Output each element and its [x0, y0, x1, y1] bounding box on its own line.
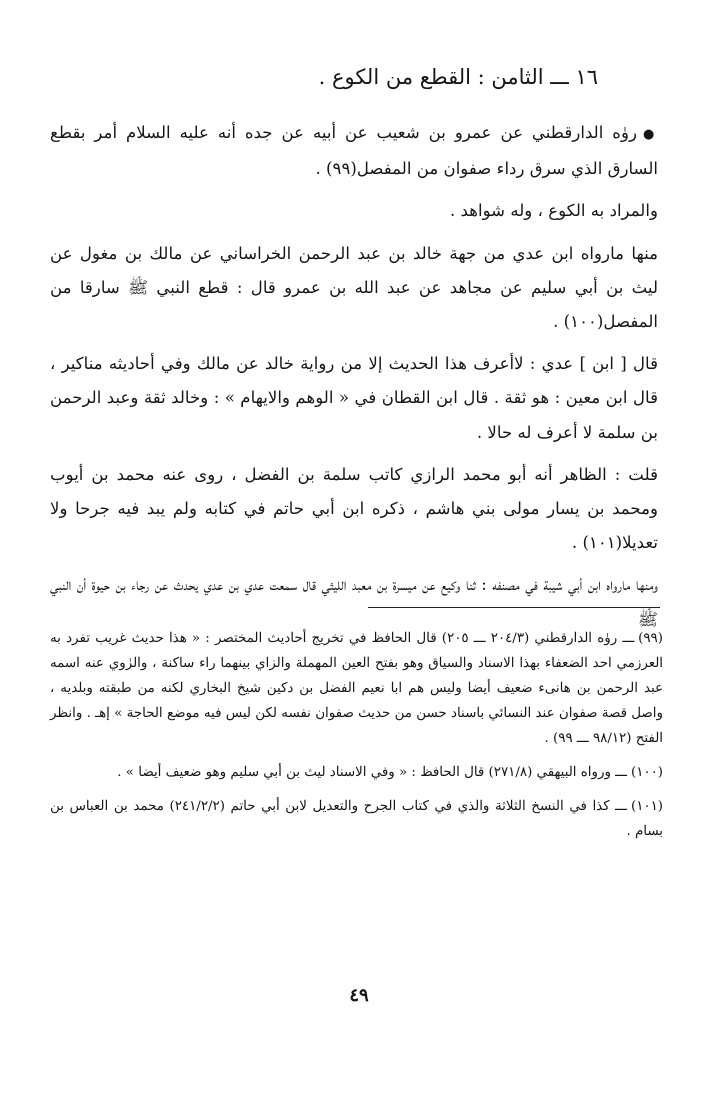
paragraph: والمراد به الكوع ، وله شواهد .	[449, 201, 658, 221]
paragraph	[50, 116, 658, 186]
paragraph: قال [ ابن ] عدي : لاأعرف هذا الحديث إلا من رواية خالد عن مالك وفي أحاديثه مناكير ، قال ابن معين : هو ثقة . قال ابن القطان في « الوهم والايهام » : وخالد ثقة وعبد الرحمن بن سلمة لا أعرف له حالا .	[50, 354, 658, 442]
footnote	[50, 760, 663, 785]
footnote-number: (٩٩)	[638, 631, 663, 646]
bullet-icon: ●	[642, 127, 658, 142]
footnote-text: ـــ ورواه البيهقي (٢٧١/٨) قال الحافظ : « وفي الاسناد ليث بن أبي سليم وهو ضعيف أيضا » .	[117, 765, 627, 780]
paragraph-text: روٰه الدارقطني عن عمرو بن شعيب عن أبيه عن جده أنه عليه السلام أمر بقطع السارق الذي سرق رداء صفوان من المفصل(٩٩) .	[50, 123, 658, 179]
paragraph: ومنها مارواه ابن أبي شيبة في مصنفه : ثنا وكيع عن ميسرة بن معبد الليثي قال سمعت عدي بن عدي يحدث عن رجاء بن حيوة أن النبي ﷺ	[50, 575, 658, 629]
footnote	[50, 626, 663, 751]
footnote-text: ـــ روٰه الدارقطني (٢٠٤/٣ ـــ ٢٠٥) قال الحافظ في تخريج أحاديث المختصر : « هذا حديث غريب تفرد به العرزمي احد الضعفاء بهذا الاسناد والسياق وهو بفتح العين المهملة والزاي بينهما راء ساكنة ، والرٰوي عنه اسمه عبد الرحمن بن هانىء ضعيف أيضا وليس هم ابا نعيم الفضل بن دكين شيخ البخاري لكنه من طبقته وبلديه ، واصل قصة صفوان عند النسائي باسناد حسن من حديث صفوان نفسه لكن ليس فيه موضع الحاجة » إهـ . وانظر الفتح (٩٨/١٢ ـــ ٩٩) .	[50, 631, 663, 746]
footnote-number: (١٠٠)	[630, 765, 663, 780]
running-header: ١٦ ـــ الثامن : القطع من الكوع .	[318, 65, 598, 89]
footnotes	[50, 626, 663, 853]
paragraph: قلت : الظاهر أنه أبو محمد الرازي كاتب سلمة بن الفضل ، روى عنه محمد بن أيوب ومحمد بن يسار مولى بني هاشم ، ذكره ابن أبي حاتم في كتابه ولم يبد فيه جرحا ولا تعديلا(١٠١) .	[50, 464, 658, 553]
footnote-number: (١٠١)	[630, 799, 663, 814]
footnote-text: ـــ كذا في النسخ الثلاثة والذي في كتاب الجرح والتعديل لابن أبي حاتم (٢٤١/٢/٢) محمد بن العباس بن بسام .	[50, 799, 663, 839]
main-text	[50, 116, 658, 637]
footnote	[50, 794, 663, 844]
paragraph: منها مارواه ابن عدي من جهة خالد بن عبد الرحمن الخراساني عن مالك بن مغول عن ليث بن أبي سليم عن مجاهد عن عبد الله بن عمرو قال : قطع النبي ﷺ سارقا من المفصل(١٠٠) .	[50, 243, 658, 332]
footnote-divider	[368, 607, 660, 608]
page-number: ٤٩	[349, 985, 369, 1006]
